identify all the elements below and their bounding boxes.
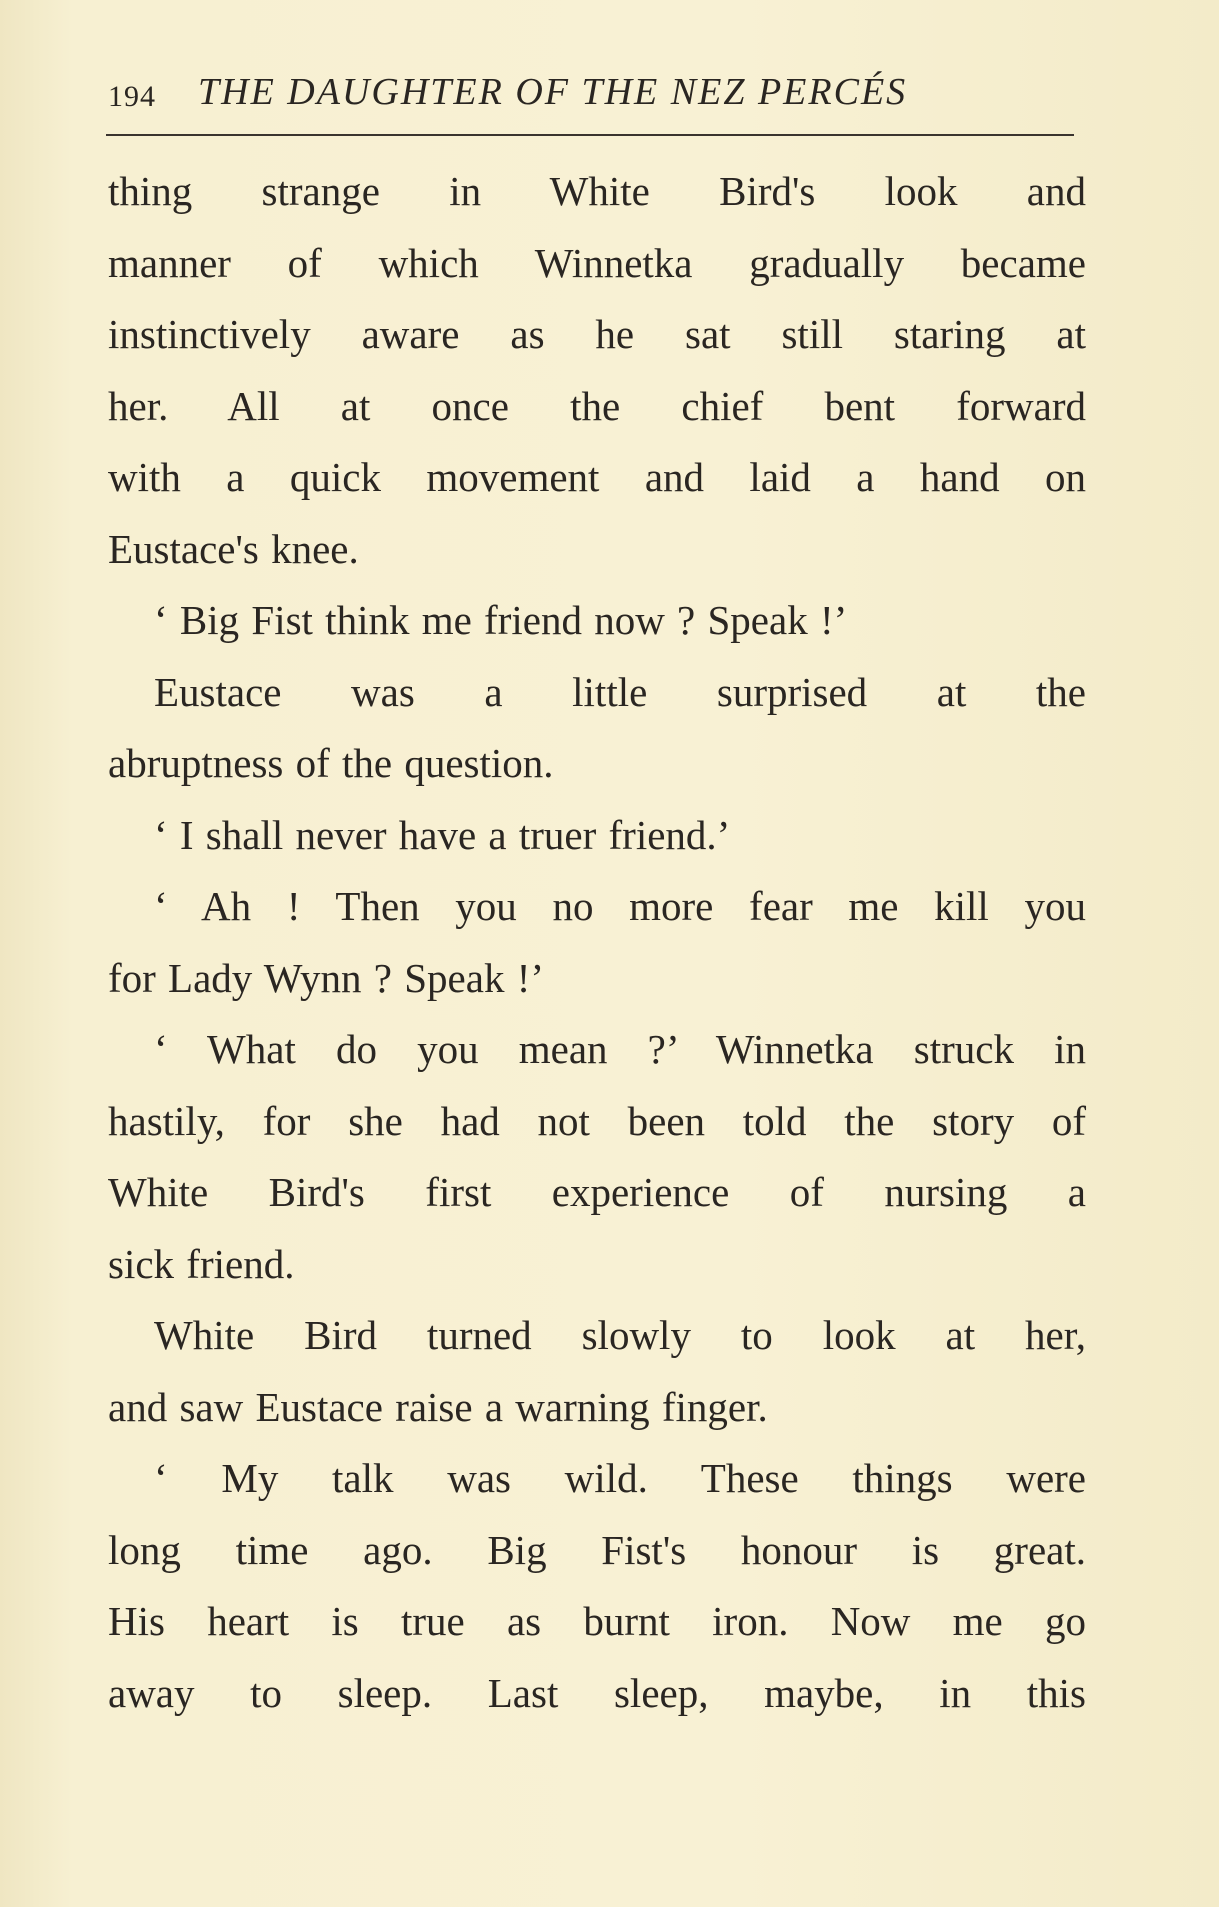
text-line: and saw Eustace raise a warning finger. xyxy=(108,1383,768,1430)
text-line: White Bird's first experience of nursing a xyxy=(108,1169,1086,1215)
text-line: ‘ Big Fist think me friend now ? Speak !’ xyxy=(154,597,848,643)
header-rule xyxy=(106,134,1074,136)
text-line: ‘ What do you mean ?’ Winnetka struck in xyxy=(154,1026,1086,1072)
text-line: White Bird turned slowly to look at her, xyxy=(154,1312,1086,1358)
text-line: away to sleep. Last sleep, maybe, in this xyxy=(108,1669,1086,1716)
text-line: His heart is true as burnt iron. Now me go xyxy=(108,1598,1086,1644)
body-text xyxy=(108,156,1086,1729)
text-line: manner of which Winnetka gradually became xyxy=(108,239,1086,286)
text-line: long time ago. Big Fist's honour is great. xyxy=(108,1526,1086,1573)
text-line: Eustace was a little surprised at the xyxy=(154,668,1086,715)
page-number: 194 xyxy=(108,80,156,113)
text-line: Eustace's knee. xyxy=(108,525,359,572)
text-line: ‘ I shall never have a truer friend.’ xyxy=(154,811,731,858)
text-line: with a quick movement and laid a hand on xyxy=(108,454,1086,500)
text-line: ‘ Ah ! Then you no more fear me kill you xyxy=(154,883,1086,929)
text-line: for Lady Wynn ? Speak !’ xyxy=(108,954,544,1001)
running-head: THE DAUGHTER OF THE NEZ PERCÉS xyxy=(198,71,908,113)
text-line: her. All at once the chief bent forward xyxy=(108,382,1086,429)
page-header xyxy=(108,70,1074,126)
text-line: sick friend. xyxy=(108,1240,295,1287)
text-line: ‘ My talk was wild. These things were xyxy=(154,1455,1086,1501)
text-line: thing strange in White Bird's look and xyxy=(108,168,1086,214)
text-line: hastily, for she had not been told the story of xyxy=(108,1097,1086,1144)
text-line: abruptness of the question. xyxy=(108,740,554,786)
text-line: instinctively aware as he sat still staring at xyxy=(108,311,1086,357)
